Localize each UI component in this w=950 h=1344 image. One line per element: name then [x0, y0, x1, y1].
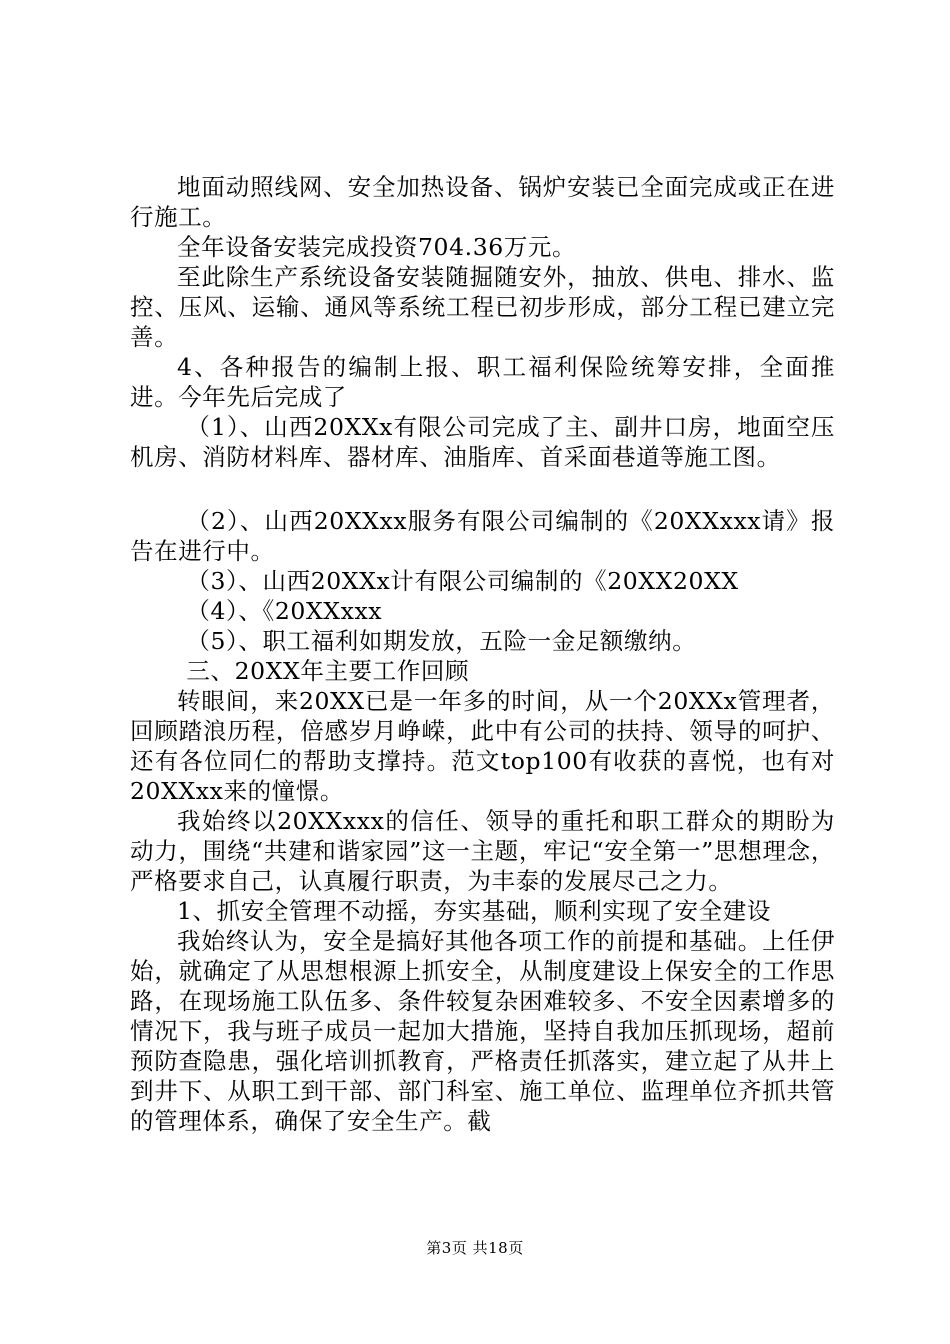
- paragraph-8: （4）、《20XXxxx: [186, 597, 383, 625]
- paragraph-12: 我始终以20XXxxx的信任、领导的重托和职工群众的期盼为动力，围绕“共建和谐家园”这一主题，牢记“安全第一”思想理念，严格要求自己，认真履行职责，为丰泰的发展尽己之力。: [130, 807, 835, 895]
- paragraph-2: 全年设备安装完成投资704.36万元。: [177, 233, 577, 261]
- paragraph-3: 至此除生产系统设备安装随掘随安外，抽放、供电、排水、监控、压风、运输、通风等系统工程已初步形成，部分工程已建立完善。: [130, 263, 835, 351]
- paragraph-7: （3）、山西20XXx计有限公司编制的《20XX20XX: [186, 567, 739, 595]
- paragraph-14: 我始终认为，安全是搞好其他各项工作的前提和基础。上任伊始，就确定了从思想根源上抓安全，从制度建设上保安全的工作思路，在现场施工队伍多、条件较复杂困难较多、不安全因素增多的情况下，我与班子成员一起加大措施，坚持自我加压抓现场，超前预防查隐患，强化培训抓教育，严格责任抓落实，建立起了从井上到井下、从职工到干部、部门科室、施工单位、监理单位齐抓共管的管理体系，确保了安全生产。截: [130, 927, 835, 1135]
- paragraph-6: （2）、山西20XXxx服务有限公司编制的《20XXxxx请》报告在进行中。: [130, 507, 835, 565]
- paragraph-9: （5）、职工福利如期发放，五险一金足额缴纳。: [186, 627, 697, 655]
- paragraph-5: （1）、山西20XXx有限公司完成了主、副井口房，地面空压机房、消防材料库、器材库、油脂库、首采面巷道等施工图。: [130, 413, 835, 471]
- section-heading: 三、20XX年主要工作回顾: [186, 657, 470, 685]
- document-body: [130, 172, 835, 1136]
- page-footer: 第3页 共18页: [426, 1239, 524, 1257]
- subsection-heading: 1、抓安全管理不动摇，夯实基础，顺利实现了安全建设: [177, 897, 771, 925]
- paragraph-1: 地面动照线网、安全加热设备、锅炉安装已全面完成或正在进行施工。: [130, 173, 835, 231]
- paragraph-11: 转眼间，来20XX已是一年多的时间，从一个20XXx管理者，回顾踏浪历程，倍感岁月峥嵘，此中有公司的扶持、领导的呵护、还有各位同仁的帮助支撑持。范文top100有收获的喜悦，也有对20XXxx来的憧憬。: [130, 687, 835, 805]
- paragraph-4: 4、各种报告的编制上报、职工福利保险统筹安排，全面推进。今年先后完成了: [130, 353, 835, 411]
